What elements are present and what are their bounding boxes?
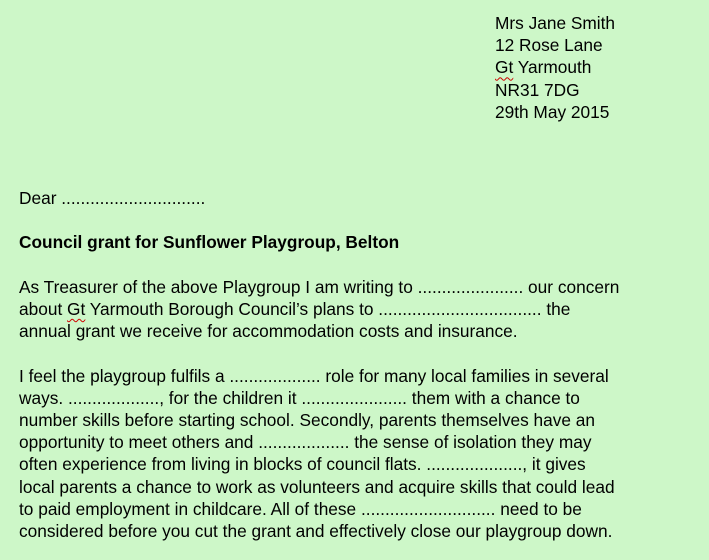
paragraph2-line: opportunity to meet others and ................... the sense of isolation they may bbox=[19, 432, 592, 453]
paragraph2-line: often experience from living in blocks of council flats. ...................., it gives bbox=[19, 454, 586, 475]
sender-address bbox=[495, 12, 615, 123]
subject-line: Council grant for Sunflower Playgroup, Belton bbox=[19, 232, 400, 253]
paragraph1-line: As Treasurer of the above Playgroup I am writing to ...................... our concern bbox=[19, 276, 620, 297]
sender-town-rest: Yarmouth bbox=[513, 57, 592, 78]
paragraph1-line: annual grant we receive for accommodation costs and insurance. bbox=[19, 321, 518, 342]
sender-name: Mrs Jane Smith bbox=[495, 13, 616, 33]
salutation: Dear .............................. bbox=[19, 188, 206, 208]
spacer bbox=[19, 342, 709, 364]
paragraph2-line: local parents a chance to work as volunteers and acquire skills that could lead bbox=[19, 476, 615, 497]
paragraph1-line2-end: Yarmouth Borough Council’s plans to .................................. the bbox=[85, 298, 571, 319]
letter-body bbox=[19, 187, 709, 542]
spellcheck-flag-gt: Gt bbox=[495, 57, 514, 78]
sender-street: 12 Rose Lane bbox=[495, 35, 603, 56]
paragraph1-line bbox=[19, 298, 709, 320]
letter-date: 29th May 2015 bbox=[495, 101, 610, 122]
paragraph2-line: to paid employment in childcare. All of these ............................ need to be bbox=[19, 498, 582, 519]
paragraph2-line: considered before you cut the grant and effectively close our playgroup down. bbox=[19, 521, 613, 541]
sender-town bbox=[495, 56, 615, 78]
spacer bbox=[19, 254, 709, 276]
spacer bbox=[19, 209, 709, 231]
paragraph1-line2-start: about bbox=[19, 298, 68, 319]
sender-postcode: NR31 7DG bbox=[495, 79, 580, 100]
paragraph2-line: ways. ..................., for the children it ...................... them with a chance to bbox=[19, 387, 580, 408]
spellcheck-flag-gt: Gt bbox=[67, 298, 86, 319]
paragraph2-line: number skills before starting school. Secondly, parents themselves have an bbox=[19, 409, 596, 430]
paragraph2-line: I feel the playgroup fulfils a ................... role for many local families in several bbox=[19, 365, 609, 386]
